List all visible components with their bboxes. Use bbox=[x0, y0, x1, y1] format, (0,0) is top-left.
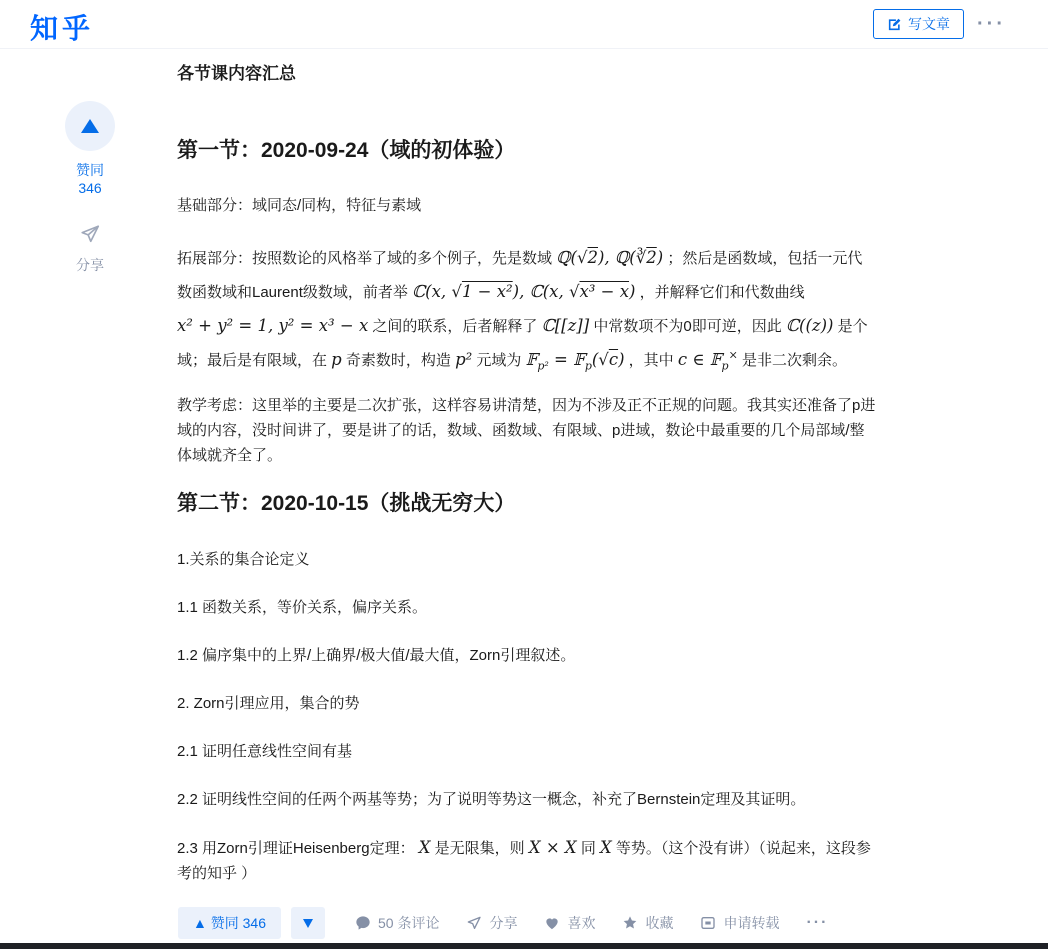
math-formula: ℚ(√2), ℚ(∛2) bbox=[556, 248, 664, 268]
paragraph bbox=[177, 393, 877, 468]
text-run: 中常数项不为0即可逆，因此 bbox=[589, 318, 786, 336]
text-run: 奇素数时，构造 bbox=[341, 352, 456, 370]
zhihu-logo[interactable]: 知乎 bbox=[30, 13, 95, 44]
favorite-button[interactable] bbox=[622, 913, 673, 933]
repost-request-button[interactable] bbox=[700, 913, 779, 933]
text-run: 元域为 bbox=[472, 352, 526, 370]
text-run: 同 bbox=[576, 839, 600, 857]
math-formula: ℂ((z)) bbox=[785, 316, 834, 336]
text-run: 等势。（这个没有讲）（说起来，这段参考的知乎 ） bbox=[177, 839, 871, 882]
text-run: ；然后是函数域，包括一元代数函数域和Laurent级数域，前者举 bbox=[177, 250, 863, 302]
text-run: 各节课内容汇总 bbox=[177, 64, 296, 83]
license-card-icon bbox=[700, 915, 716, 931]
heart-icon bbox=[544, 915, 560, 931]
downvote-triangle-icon bbox=[303, 919, 313, 928]
math-formula: p² bbox=[455, 350, 473, 370]
text-run: 拓展部分：按照数论的风格举了域的多个例子，先是数域 bbox=[177, 250, 557, 268]
text-run: 1.1 函数关系，等价关系，偏序关系。 bbox=[177, 598, 428, 616]
math-formula: X bbox=[600, 837, 612, 857]
comments-button[interactable] bbox=[355, 913, 439, 933]
comments-label: 50 条评论 bbox=[378, 915, 440, 931]
compose-icon bbox=[887, 17, 902, 32]
paragraph bbox=[177, 691, 877, 716]
text-run: ，其中 bbox=[624, 352, 678, 370]
paragraph bbox=[177, 595, 877, 620]
math-formula: X × X bbox=[528, 837, 577, 857]
math-formula: x² + y² = 1, y² = x³ − x bbox=[177, 316, 369, 336]
paragraph bbox=[177, 787, 877, 812]
math-formula: c ∈ 𝔽$_p$× bbox=[677, 348, 738, 373]
write-article-label: 写文章 bbox=[908, 16, 950, 32]
text-run: ，并解释它们和代数曲线 bbox=[635, 284, 805, 302]
star-icon bbox=[622, 915, 638, 931]
paragraph bbox=[177, 739, 877, 764]
comment-bubble-icon bbox=[355, 915, 371, 931]
repost-request-label: 申请转载 bbox=[723, 915, 780, 931]
share-label-bottom: 分享 bbox=[489, 915, 518, 931]
window-bottom-edge bbox=[0, 943, 1048, 949]
text-run: 第一节：2020-09-24（域的初体验） bbox=[177, 139, 516, 163]
vote-button-group bbox=[178, 907, 325, 939]
text-run: 1.关系的集合论定义 bbox=[177, 550, 310, 568]
text-run: 是无限集，则 bbox=[430, 839, 529, 857]
text-run: 1.2 偏序集中的上界/上确界/极大值/最大值，Zorn引理叙述。 bbox=[177, 646, 576, 664]
math-formula: X bbox=[418, 837, 431, 857]
like-label: 喜欢 bbox=[567, 915, 596, 931]
share-label: 分享 bbox=[76, 257, 104, 273]
text-run: 是非二次剩余。 bbox=[737, 352, 847, 370]
math-formula: 𝔽$_{p^2}$ = 𝔽$_p$(√c) bbox=[525, 350, 625, 373]
upvote-button-label: ▲ 赞同 346 bbox=[193, 915, 266, 931]
paragraph bbox=[177, 835, 877, 886]
header-more-button[interactable]: ··· bbox=[977, 13, 1006, 35]
paragraph bbox=[177, 547, 877, 572]
text-run: 基础部分：域同态/同构，特征与素域 bbox=[177, 197, 422, 215]
math-formula: ℂ(x, √1 − x²), ℂ(x, √x³ − x) bbox=[412, 282, 636, 302]
article-title bbox=[177, 63, 877, 85]
write-article-button[interactable] bbox=[873, 9, 964, 39]
paper-plane-icon bbox=[79, 223, 101, 250]
math-formula: p bbox=[331, 350, 342, 370]
text-run: 2.1 证明任意线性空间有基 bbox=[177, 742, 353, 760]
left-action-rail bbox=[64, 101, 116, 275]
like-button[interactable] bbox=[544, 913, 595, 933]
text-run: 是个域；最后是有限域，在 bbox=[177, 318, 868, 370]
section-heading bbox=[177, 491, 877, 517]
text-run: 2.2 证明线性空间的任两个两基等势；为了说明等势这一概念，补充了Bernstein定理及其证明。 bbox=[177, 790, 806, 808]
share-button-bottom[interactable] bbox=[466, 913, 517, 933]
section-heading bbox=[177, 138, 877, 164]
paragraph bbox=[177, 643, 877, 668]
upvote-triangle-icon bbox=[81, 119, 99, 133]
toolbar-more-button[interactable]: ··· bbox=[806, 914, 829, 931]
paper-plane-icon bbox=[466, 915, 482, 931]
upvote-button-bottom[interactable] bbox=[178, 907, 281, 939]
math-formula: ℂ[[z]] bbox=[541, 316, 590, 336]
favorite-label: 收藏 bbox=[645, 915, 674, 931]
text-run: 第二节：2020-10-15（挑战无穷大） bbox=[177, 492, 516, 516]
text-run: 2. Zorn引理应用，集合的势 bbox=[177, 694, 360, 712]
upvote-button[interactable] bbox=[65, 101, 115, 151]
text-run: 教学考虑：这里举的主要是二次扩张，这样容易讲清楚，因为不涉及正不正规的问题。我其实还准备了p进域的内容，没时间讲了，要是讲了的话，数域、函数域、有限域、p进域，数论中最重要的几个局部域/整体域就齐全了。 bbox=[177, 397, 876, 465]
downvote-button[interactable] bbox=[291, 907, 325, 939]
paragraph bbox=[177, 193, 877, 218]
text-run: 2.3 用Zorn引理证Heisenberg定理： bbox=[177, 839, 419, 857]
article-content bbox=[177, 63, 877, 909]
top-header bbox=[0, 0, 1048, 49]
share-button[interactable] bbox=[64, 223, 116, 275]
bottom-toolbar bbox=[0, 903, 1048, 943]
paragraph bbox=[177, 241, 877, 377]
text-run: 之间的联系，后者解释了 bbox=[368, 318, 542, 336]
upvote-count-label: 赞同 346 bbox=[76, 162, 104, 196]
